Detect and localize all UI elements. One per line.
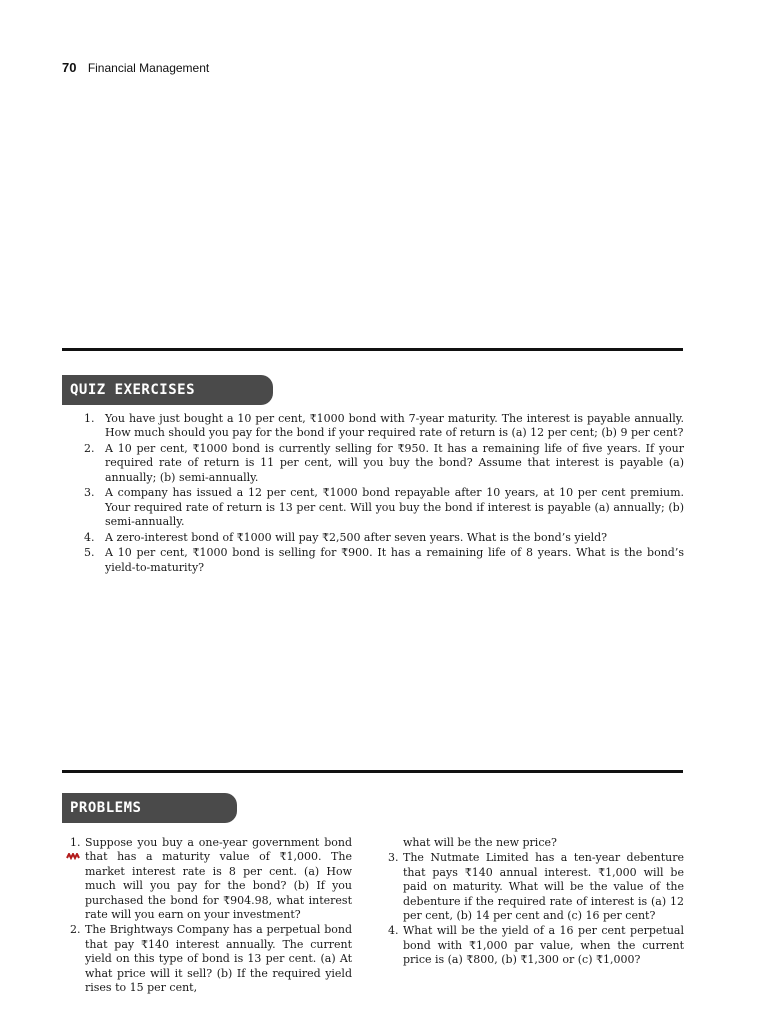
quiz-item-number: 2. bbox=[84, 442, 95, 455]
quiz-list bbox=[84, 412, 684, 576]
quiz-item-number: 1. bbox=[84, 412, 95, 425]
quiz-item bbox=[84, 546, 684, 575]
problem-number: 3. bbox=[388, 851, 399, 865]
problem-text: Suppose you buy a one-year government bond that has a maturity value of ₹1,000. The market interest rate is 8 per cent. (a) How much will you pay for the bond? (b) If you purchased the bond for ₹904.98, what interest rate will you earn on your investment? bbox=[85, 836, 352, 922]
quiz-item-text: A zero-interest bond of ₹1000 will pay ₹2,500 after seven years. What is the bond’s yield? bbox=[105, 530, 608, 544]
quiz-item bbox=[84, 442, 684, 485]
quiz-item-text: A 10 per cent, ₹1000 bond is selling for ₹900. It has a remaining life of 8 years. What is the bond’s yield-to-maturity? bbox=[105, 546, 684, 574]
quiz-item-number: 5. bbox=[84, 546, 95, 560]
problem-text: The Nutmate Limited has a ten-year debenture that pays ₹140 annual interest. ₹1,000 will be paid on maturity. What will be the value of the debenture if the required rate of interest is (a) 12 per cent, (b) 14 per cent and (c) 16 per cent? bbox=[403, 851, 684, 923]
problems-left-column bbox=[70, 836, 352, 996]
section-rule-quiz bbox=[62, 348, 683, 351]
running-head bbox=[62, 60, 209, 75]
problem-text: What will be the yield of a 16 per cent perpetual bond with ₹1,000 par value, when the current price is (a) ₹800, (b) ₹1,300 or (c) ₹1,000? bbox=[403, 924, 684, 967]
quiz-item-number: 3. bbox=[84, 486, 95, 500]
section-rule-problems bbox=[62, 770, 683, 773]
quiz-item-text: A 10 per cent, ₹1000 bond is currently selling for ₹950. It has a remaining life of five years. If your required rate of return is 11 per cent, will you buy the bond? Assume that interest is payable (a) annually; (b) semi-annually. bbox=[105, 442, 684, 484]
problem-number: 1. bbox=[70, 836, 81, 849]
problems-right-column bbox=[388, 836, 684, 969]
problem-item bbox=[70, 836, 352, 922]
problems-heading: PROBLEMS bbox=[62, 793, 237, 823]
problem-number: 4. bbox=[388, 924, 399, 938]
quiz-item-text: A company has issued a 12 per cent, ₹1000 bond repayable after 10 years, at 10 per cent premium. Your required rate of return is 13 per cent. Will you buy the bond if interest is payable (a) annually; (b) semi-annually. bbox=[105, 486, 684, 529]
quiz-item bbox=[84, 531, 684, 545]
page-number: 70 bbox=[62, 60, 77, 75]
problem-item bbox=[70, 923, 352, 995]
problem-item bbox=[388, 924, 684, 967]
quiz-item-number: 4. bbox=[84, 530, 95, 544]
problem-number: 2. bbox=[70, 923, 81, 937]
quiz-item bbox=[84, 412, 684, 441]
quiz-item bbox=[84, 486, 684, 529]
quiz-item-text: You have just bought a 10 per cent, ₹1000 bond with 7-year maturity. The interest is payable annually. How much should you pay for the bond if your required rate of return is (a) 12 per cent; (b) 9 per cent? bbox=[105, 412, 684, 440]
problem-continuation: what will be the new price? bbox=[403, 836, 557, 849]
problem-item bbox=[388, 851, 684, 923]
running-title: Financial Management bbox=[87, 61, 210, 75]
problem-text: The Brightways Company has a perpetual bond that pay ₹140 interest annually. The current yield on this type of bond is 13 per cent. (a) At what price will it sell? (b) If the required yield rises to 15 per cent, bbox=[85, 923, 352, 995]
quiz-heading: QUIZ EXERCISES bbox=[62, 375, 273, 405]
